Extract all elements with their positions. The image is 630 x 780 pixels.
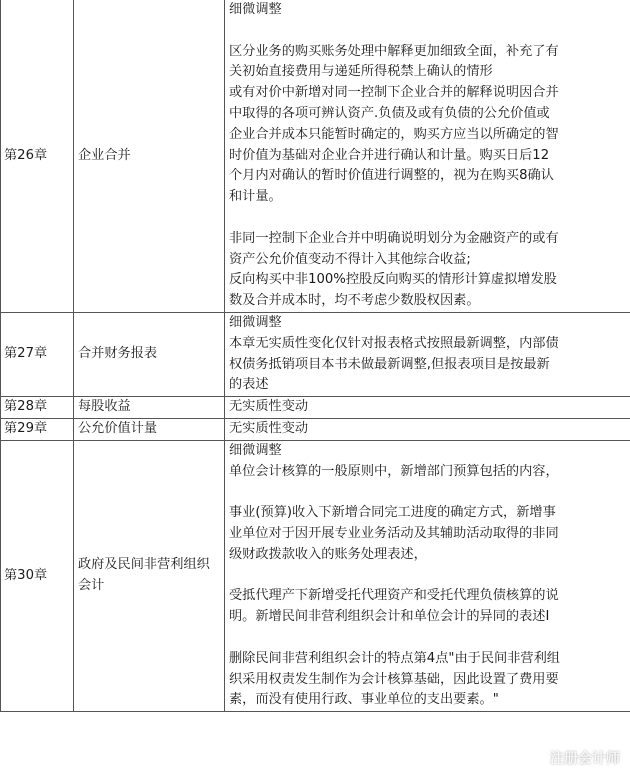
description-line: 的表述 [229, 377, 269, 393]
table-row [1, 312, 630, 396]
description-line: 删除民间非营利组织会计的特点第4点"由于民间非营利组 [229, 650, 560, 666]
change-description [225, 418, 630, 440]
description-line: 受抵代理产下新增受托代理资产和受托代理负债核算的说 [229, 588, 559, 604]
chapter-number: 第30章 [1, 440, 74, 711]
chapter-number: 第26章 [1, 0, 74, 312]
table-row [1, 440, 630, 711]
description-line: 级财政拨款收入的账务处理表述， [229, 546, 427, 562]
description-line: 中取得的各项可辨认资产.负债及或有负债的公允价值或 [229, 105, 550, 121]
description-line: 无实质性变动 [229, 420, 309, 436]
description-line: 非同一控制下企业合并中明确说明划分为金融资产的或有 [229, 230, 559, 246]
description-line: 反向构买中非100%控股反向购买的情形计算虚拟增发股 [229, 272, 557, 288]
chapter-number: 第27章 [1, 312, 74, 396]
description-line [229, 566, 626, 587]
chapter-name: 每股收益 [74, 397, 225, 419]
description-line: 单位会计核算的一般原则中，新增部门预算包括的内容， [229, 463, 559, 479]
chapter-name: 合并财务报表 [74, 312, 225, 396]
chapter-name: 企业合并 [74, 0, 225, 312]
description-line: 时价值为基础对企业合并进行确认和计量。购买日后12 [229, 147, 550, 163]
chapter-name: 公允价值计量 [74, 418, 225, 440]
wechat-icon [528, 751, 546, 765]
watermark [528, 748, 620, 768]
change-description [225, 440, 630, 711]
change-description [225, 397, 630, 419]
description-line: 素，而没有使用行政、事业单位的支出要素。" [229, 692, 499, 708]
description-line: 区分业务的购买账务处理中解释更加细致全面，补充了有 [229, 43, 559, 59]
description-line: 个月内对确认的暂时价值进行调整的，视为在购买8确认 [229, 168, 554, 184]
description-line: 事业(预算)收入下新增合同完工进度的确定方式，新增事 [229, 505, 556, 521]
table-row [1, 397, 630, 419]
description-line: 明。新增民间非营利组织会计和单位会计的异同的表述I [229, 609, 550, 625]
description-line: 和计量。 [229, 189, 282, 205]
description-line [229, 482, 626, 503]
description-line: 或有对价中新增对同一控制下企业合并的解释说明因合并 [229, 85, 559, 101]
description-line: 织采用权责发生制作为会计核算基础，因此设置了费用要 [229, 671, 559, 687]
description-line: 细微调整 [229, 2, 282, 17]
change-description [225, 312, 630, 396]
chapter-name: 政府及民间非营利组织会计 [74, 440, 225, 711]
description-line: 权债务抵销项目本书未做最新调整,但报表项目是按最新 [229, 356, 550, 372]
description-line: 无实质性变动 [229, 399, 309, 415]
change-description [225, 0, 630, 312]
description-line: 细微调整 [229, 314, 282, 330]
chapter-number: 第28章 [1, 397, 74, 419]
table-row [1, 418, 630, 440]
description-line [229, 628, 626, 649]
description-line: 关初始直接费用与递延所得税禁上确认的情形 [229, 64, 493, 80]
description-line [229, 21, 626, 42]
description-line: 企业合并成本只能暂时确定的，购买方应当以所确定的智 [229, 126, 559, 142]
description-line: 本章无实质性变化仅针对报表格式按照最新调整，内部债 [229, 335, 559, 351]
table-row [1, 0, 630, 312]
chapter-number: 第29章 [1, 418, 74, 440]
description-line: 数及合并成本时，均不考虑少数股权因素。 [229, 293, 480, 309]
watermark-text: 注册会计师 [550, 751, 620, 767]
description-line: 业单位对于因开展专业业务活动及其辅助活动取得的非同 [229, 525, 559, 541]
description-line: 细微调整 [229, 442, 282, 458]
description-line [229, 208, 626, 229]
description-line: 资产公允价值变动不得计入其他综合收益; [229, 251, 471, 267]
